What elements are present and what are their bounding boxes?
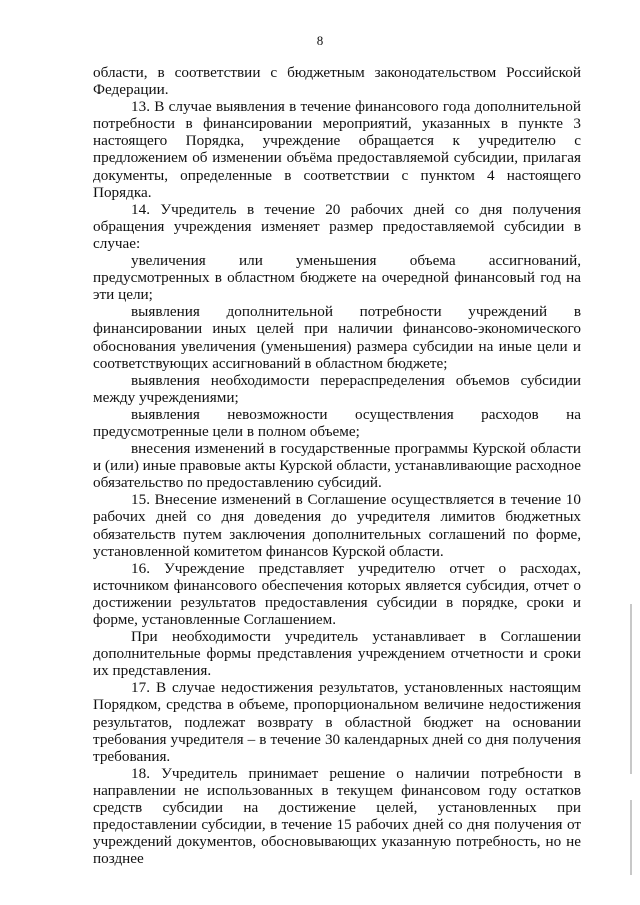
- scan-edge-mark: [630, 604, 632, 774]
- paragraph-16-note: При необходимости учредитель устанавливает в Соглашении дополнительные формы представления учреждением отчетности и сроки их представления.: [93, 628, 581, 680]
- paragraph-14-case-3: выявления необходимости перераспределения объемов субсидии между учреждениями;: [93, 371, 581, 406]
- paragraph-18: 18. Учредитель принимает решение о наличии потребности в направлении не использованных в текущем финансовом году остатков средств субсидии на достижение целей, установленных при предоставлении субсидии, в течение 15 рабочих дней со дня получения от учреждений документов, обосновывающих указанную потребность, но не позднее: [93, 764, 581, 868]
- paragraph-16: 16. Учреждение представляет учредителю отчет о расходах, источником финансового обеспечения которых является субсидия, отчет о достижении результатов предоставления субсидии в порядке, сроки и форме, установленные Соглашением.: [93, 559, 581, 628]
- paragraph-14-case-4: выявления невозможности осуществления расходов на предусмотренные цели в полном объеме;: [93, 405, 581, 440]
- scan-edge-mark: [630, 800, 632, 875]
- paragraph-15: 15. Внесение изменений в Соглашение осуществляется в течение 10 рабочих дней со дня доведения до учредителя лимитов бюджетных обязательств путем заключения дополнительных соглашений по форме, установленной комитетом финансов Курской области.: [93, 491, 581, 560]
- paragraph-14: 14. Учредитель в течение 20 рабочих дней со дня получения обращения учреждения изменяет размер предоставляемой субсидии в случае:: [93, 200, 581, 252]
- paragraph-14-case-1: увеличения или уменьшения объема ассигнований, предусмотренных в областном бюджете на очередной финансовый год на эти цели;: [93, 252, 581, 304]
- paragraph-14-case-5: внесения изменений в государственные программы Курской области и (или) иные правовые акты Курской области, устанавливающие расходное обязательство по предоставлению субсидий.: [93, 440, 581, 492]
- paragraph-14-case-2: выявления дополнительной потребности учреждений в финансировании иных целей при наличии финансово-экономического обоснования увеличения (уменьшения) размера субсидии на иные цели и соответствующих ассигнований в областном бюджете;: [93, 303, 581, 372]
- document-body: [93, 64, 581, 867]
- paragraph-17: 17. В случае недостижения результатов, установленных настоящим Порядком, средства в объеме, пропорциональном величине недостижения результатов, подлежат возврату в областной бюджет на основании требования учредителя – в течение 30 календарных дней со дня получения требования.: [93, 679, 581, 765]
- paragraph-13: 13. В случае выявления в течение финансового года дополнительной потребности в финансировании мероприятий, указанных в пункте 3 настоящего Порядка, учреждение обращается к учредителю с предложением об изменении объёма предоставляемой субсидии, прилагая документы, определенные в соответствии с пунктом 4 настоящего Порядка.: [93, 98, 581, 201]
- paragraph-continuation: области, в соответствии с бюджетным законодательством Российской Федерации.: [93, 64, 581, 99]
- page-number: 8: [316, 33, 324, 48]
